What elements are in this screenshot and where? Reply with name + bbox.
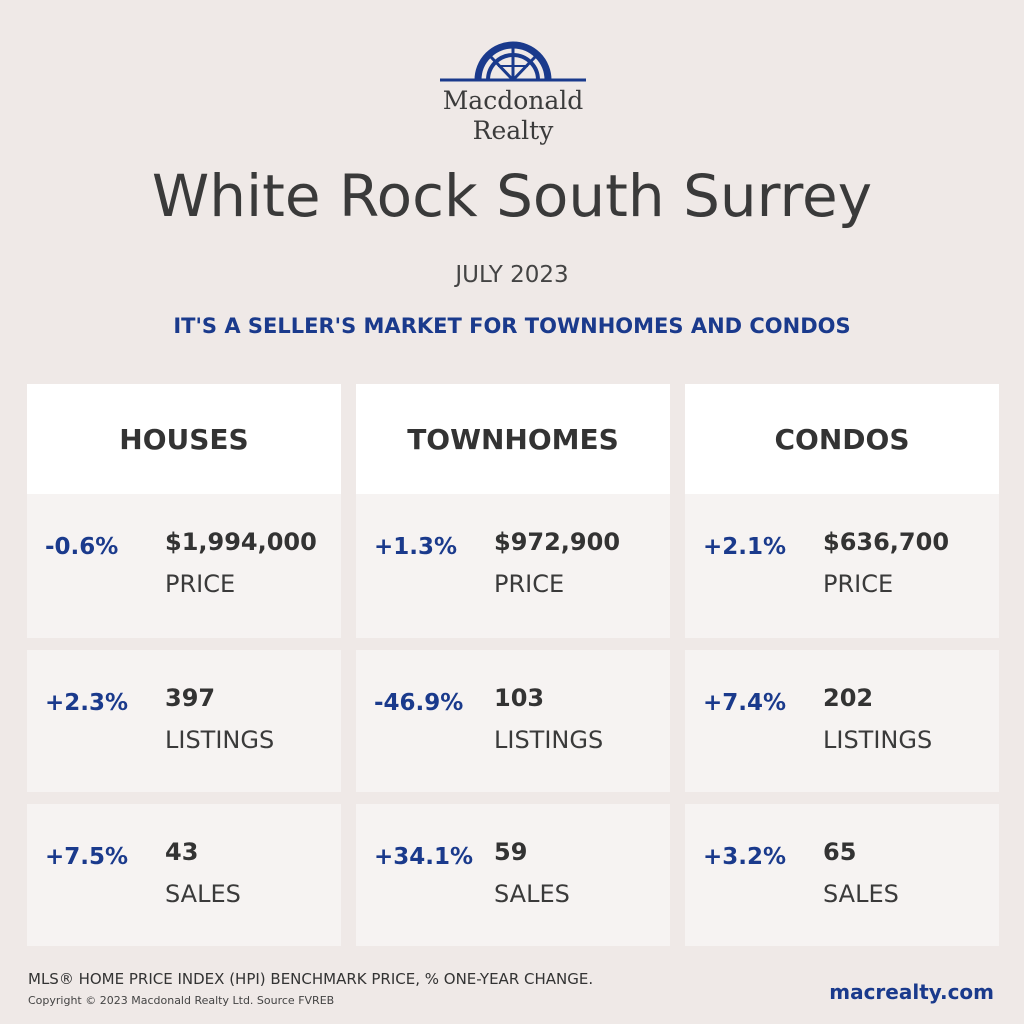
listings-card	[27, 650, 341, 792]
page-title: White Rock South Surrey	[151, 162, 873, 230]
price-label: PRICE	[165, 570, 236, 598]
listings-value: 397	[165, 684, 216, 712]
compass-rose-icon	[440, 38, 586, 86]
listings-label: LISTINGS	[494, 726, 604, 754]
column-houses	[27, 384, 341, 908]
sales-value: 59	[494, 838, 528, 866]
listings-change: +7.4%	[703, 690, 787, 716]
listings-label: LISTINGS	[823, 726, 933, 754]
listings-card	[356, 650, 670, 792]
footer-copyright: Copyright © 2023 Macdonald Realty Ltd. Source FVREB	[28, 994, 335, 1007]
column-header: CONDOS	[685, 384, 999, 494]
price-card	[685, 494, 999, 638]
sales-value: 65	[823, 838, 857, 866]
listings-value: 202	[823, 684, 874, 712]
price-change: -0.6%	[45, 534, 119, 560]
sales-change: +7.5%	[45, 844, 129, 870]
website-link[interactable]: macrealty.com	[829, 980, 994, 1004]
price-value: $636,700	[823, 528, 950, 556]
sales-label: SALES	[165, 880, 241, 908]
price-value: $972,900	[494, 528, 621, 556]
logo-text-realty: Realty	[472, 116, 554, 145]
column-header: HOUSES	[27, 384, 341, 494]
price-label: PRICE	[823, 570, 894, 598]
listings-card	[685, 650, 999, 792]
listings-value: 103	[494, 684, 545, 712]
price-label: PRICE	[494, 570, 565, 598]
price-change: +1.3%	[374, 534, 458, 560]
listings-label: LISTINGS	[165, 726, 275, 754]
column-condos	[685, 384, 999, 908]
price-card	[27, 494, 341, 638]
sales-change: +3.2%	[703, 844, 787, 870]
sales-card	[356, 804, 670, 946]
price-card	[356, 494, 670, 638]
listings-change: +2.3%	[45, 690, 129, 716]
column-header: TOWNHOMES	[356, 384, 670, 494]
sales-card	[685, 804, 999, 946]
market-headline: IT'S A SELLER'S MARKET FOR TOWNHOMES AND CONDOS	[173, 314, 851, 338]
brand-logo	[440, 38, 586, 158]
logo-text-macdonald: Macdonald	[442, 86, 584, 115]
price-change: +2.1%	[703, 534, 787, 560]
price-value: $1,994,000	[165, 528, 317, 556]
column-townhomes	[356, 384, 670, 908]
footer-note: MLS® HOME PRICE INDEX (HPI) BENCHMARK PRICE, % ONE-YEAR CHANGE.	[28, 970, 594, 988]
listings-change: -46.9%	[374, 690, 464, 716]
report-date: JULY 2023	[455, 262, 569, 288]
sales-label: SALES	[823, 880, 899, 908]
sales-value: 43	[165, 838, 199, 866]
sales-change: +34.1%	[374, 844, 474, 870]
sales-label: SALES	[494, 880, 570, 908]
sales-card	[27, 804, 341, 946]
